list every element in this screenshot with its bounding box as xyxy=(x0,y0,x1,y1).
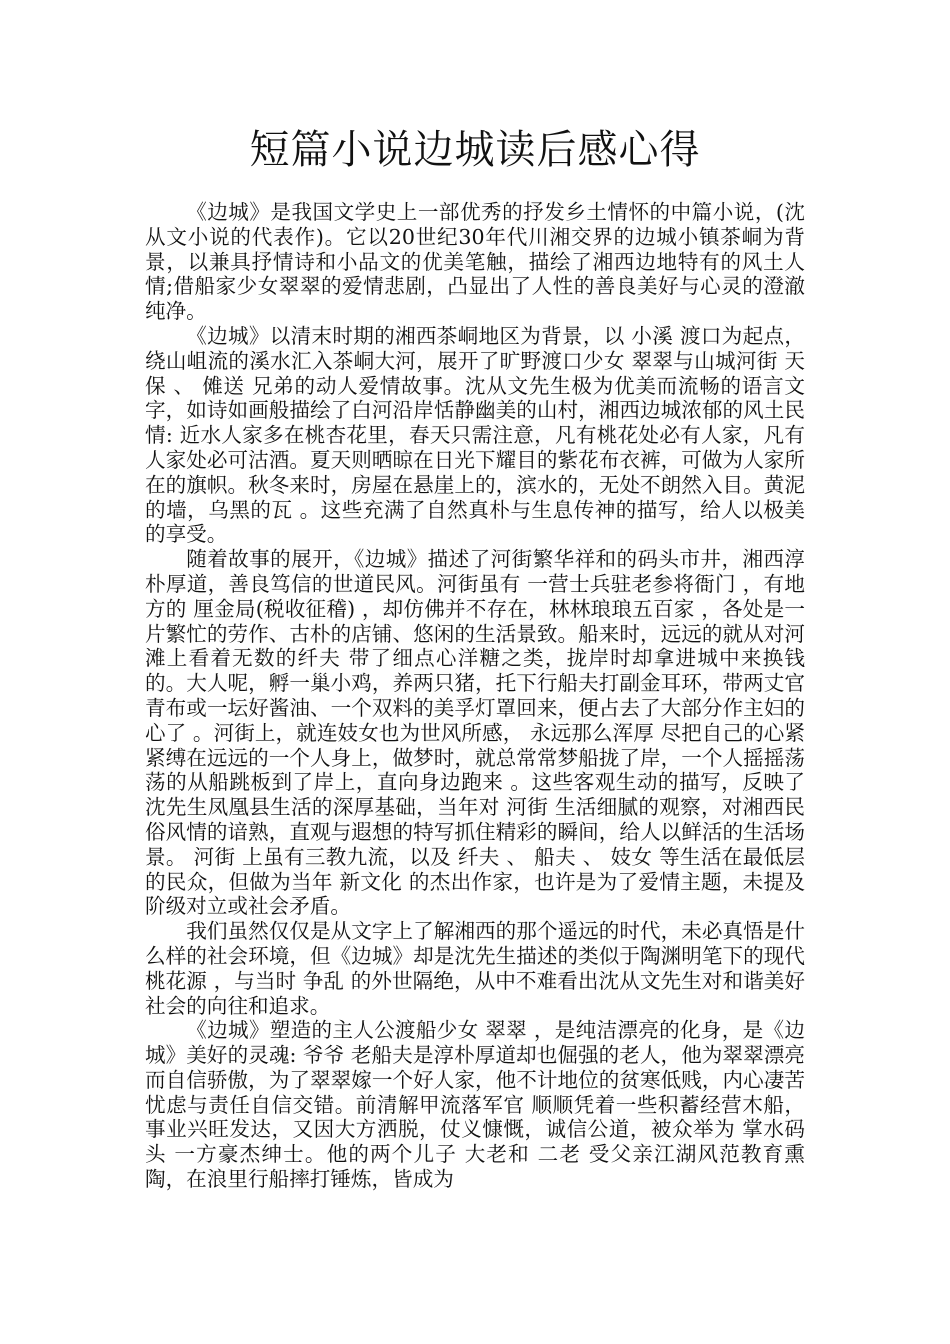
document-body xyxy=(145,200,805,1192)
document-title: 短篇小说边城读后感心得 xyxy=(249,127,701,173)
paragraph-1: 《边城》是我国文学史上一部优秀的抒发乡土情怀的中篇小说，(沈从文小说的代表作)。它以20世纪30年代川湘交界的边城小镇茶峒为背景，以兼具抒情诗和小品文的优美笔触，描绘了湘西边地特有的风土人情;借船家少女翠翠的爱情悲剧，凸显出了人性的善良美好与心灵的澄澈纯净。 xyxy=(145,200,805,324)
paragraph-4: 我们虽然仅仅是从文字上了解湘西的那个遥远的时代，未必真悟是什么样的社会环境，但《边城》却是沈先生描述的类似于陶渊明笔下的现代 桃花源 ，与当时 争乱 的外世隔绝，从中不难看出沈从文先生对和谐美好社会的向往和追求。 xyxy=(145,919,805,1018)
paragraph-2: 《边城》以清末时期的湘西茶峒地区为背景，以 小溪 渡口为起点，绕山岨流的溪水汇入茶峒大河，展开了旷野渡口少女 翠翠与山城河街 天保 、 傩送 兄弟的动人爱情故事。沈从文先生极为优美而流畅的语言文字，如诗如画般描绘了白河沿岸恬静幽美的山村，湘西边城浓郁的风土民情: 近水人家多在桃杏花里，春天只需注意，凡有桃花处必有人家，凡有人家处必可沽酒。夏天则晒晾在日光下耀目的紫花布衣裤，可做为人家所在的旗帜。秋冬来时，房屋在悬崖上的，滨水的，无处不朗然入目。黄泥的墙，乌黑的瓦 。这些充满了自然真朴与生息传神的描写，给人以极美的享受。 xyxy=(145,323,805,547)
paragraph-5: 《边城》塑造的主人公渡船少女 翠翠 ，是纯洁漂亮的化身，是《边城》美好的灵魂: 爷爷 老船夫是淳朴厚道却也倔强的老人，他为翠翠漂亮而自信骄傲，为了翠翠嫁一个好人家，他不计地位的贫寒低贱，内心凄苦忧虑与责任自信交错。前清解甲流落军官 顺顺凭着一些积蓄经营木船，事业兴旺发达，又因大方洒脱，仗义慷慨，诚信公道，被众举为 掌水码头 一方豪杰绅士。他的两个儿子 大老和 二老 受父亲江湖风范教育熏陶，在浪里行船摔打锤炼，皆成为 xyxy=(145,1018,805,1192)
paragraph-3: 随着故事的展开，《边城》描述了河街繁华祥和的码头市井，湘西淳朴厚道，善良笃信的世道民风。河街虽有 一营士兵驻老参将衙门 ，有地方的 厘金局(税收征稽) ，却仿佛并不存在，林林琅琅五百家 ，各处是一片繁忙的劳作、古朴的店铺、悠闲的生活景致。船来时，远远的就从对河滩上看着无数的纤夫 带了细点心洋糖之类，拢岸时却拿进城中来换钱的。大人呢，孵一巢小鸡，养两只猪，托下行船夫打副金耳环，带两丈官青布或一坛好酱油、一个双料的美孚灯罩回来，便占去了大部分作主妇的心了 。河街上，就连妓女也为世风所感， 永远那么浑厚 尽把自己的心紧紧缚在远远的一个人身上，做梦时，就总常常梦船拢了岸，一个人摇摇荡荡的从船跳板到了岸上，直向身边跑来 。这些客观生动的描写，反映了沈先生凤凰县生活的深厚基础，当年对 河街 生活细腻的观察，对湘西民俗风情的谙熟，直观与遐想的特写抓住精彩的瞬间，给人以鲜活的生活场景。 河街 上虽有三教九流，以及 纤夫 、 船夫 、 妓女 等生活在最低层的民众，但做为当年 新文化 的杰出作家，也许是为了爱情主题，未提及阶级对立或社会矛盾。 xyxy=(145,547,805,919)
